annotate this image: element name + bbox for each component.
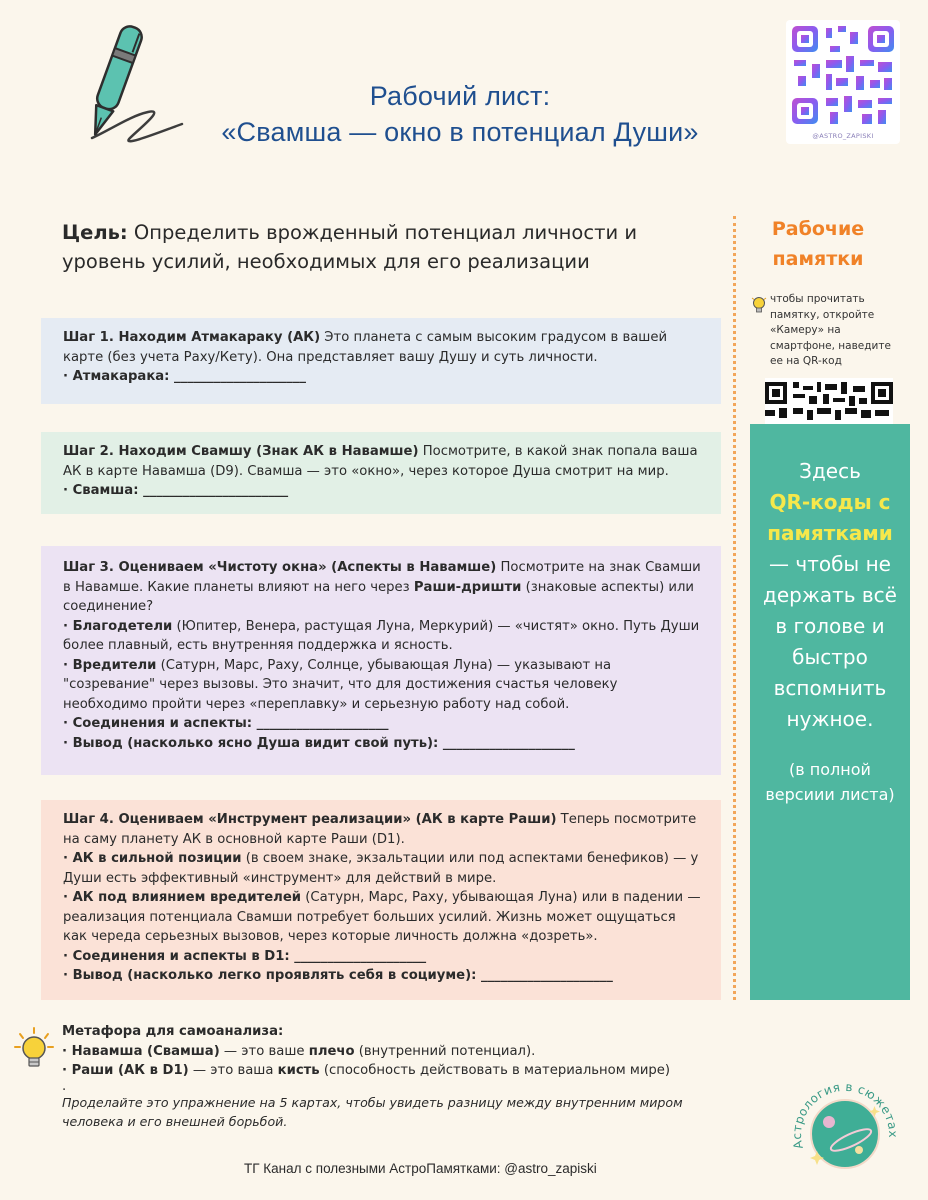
step-3-malefics-text: (Сатурн, Марс, Раху, Солнце, убывающая Луна) — указывают на "созревание" через вызовы. Это значит, что для достижения счастья человеку необходимо пройти через «переплавку» и серьезную работу над собой. — [63, 657, 618, 712]
step-2-title: Шаг 2. Находим Свамшу (Знак АК в Навамше) — [63, 444, 419, 459]
qr-handle-label: @ASTRO_ZAPISKI — [812, 132, 874, 140]
promo-line-1: Здесь — [799, 459, 861, 483]
astrology-logo — [785, 1070, 905, 1190]
step-4-field-1[interactable]: · Соединения и аспекты в D1: ____________________ — [63, 948, 427, 964]
step-3-title: Шаг 3. Оцениваем «Чистоту окна» (Аспекты в Навамше) — [63, 560, 497, 575]
metaphor-line-1-b: — это ваше — [219, 1043, 309, 1059]
step-1-field[interactable]: · Атмакарака: ____________________ — [63, 369, 306, 384]
metaphor-line-2-b: — это ваша — [188, 1063, 278, 1078]
step-3-card — [41, 546, 721, 775]
promo-highlight-2: памятками — [767, 521, 893, 545]
sidebar-divider — [733, 216, 736, 1000]
step-4-text: Теперь посмотрите на саму планету АК в основной карте Раши (D1). — [63, 812, 697, 847]
step-4-title: Шаг 4. Оцениваем «Инструмент реализации» (АК в карте Раши) — [63, 812, 557, 827]
qr-code-icon — [765, 378, 893, 424]
step-2-text: Посмотрите, в какой знак попала ваша АК в карте Навамша (D9). Свамша — это «окно», через которое Душа смотрит на мир. — [63, 444, 698, 479]
step-3-benefics-label: · Благодетели — [63, 618, 173, 634]
footer-channel-link[interactable]: ТГ Канал с полезными АстроПамятками: @astro_zapiski — [244, 1161, 597, 1176]
promo-text — [750, 456, 910, 735]
step-3-text-1: Посмотрите на знак Свамши в Навамше. Какие планеты влияют на него через — [63, 560, 701, 595]
lightbulb-icon — [14, 1026, 54, 1076]
title-line-1: Рабочий лист: — [369, 81, 551, 111]
pen-icon — [70, 20, 210, 150]
qr-code-side[interactable] — [765, 378, 893, 424]
promo-note: (в полной версиии листа) — [765, 760, 895, 804]
step-3-field-2[interactable]: · Вывод (насколько ясно Душа видит свой путь): ____________________ — [63, 735, 575, 751]
metaphor-title: Метафора для самоанализа: — [62, 1024, 284, 1039]
metaphor-line-2-a: · Раши (АК в D1) — [62, 1063, 189, 1078]
logo-text: Астрология в сюжетах — [789, 1079, 901, 1151]
step-1-card — [41, 318, 721, 404]
step-1-text: Это планета с самым высоким градусом в вашей карте (без учета Раху/Кету). Она представляет вашу Душу и суть личности. — [63, 330, 668, 365]
qr-promo-panel — [750, 424, 910, 1000]
step-4-malefic-label: · АК под влиянием вредителей — [63, 890, 302, 905]
step-4-strong-text: (в своем знаке, экзальтации или под аспектами бенефиков) — у Души есть эффективный «инструмент» для действий в мире. — [63, 851, 699, 886]
promo-line-2: — чтобы не держать всё в голове и быстро вспомнить нужное. — [763, 552, 897, 731]
step-3-malefics-label: · Вредители — [63, 657, 157, 673]
lightbulb-icon — [751, 296, 767, 316]
metaphor-line-2-c: кисть — [277, 1063, 320, 1078]
metaphor-note: Проделайте это упражнение на 5 картах, чтобы увидеть разницу между внутренним миром человека и его внешней борьбой. — [62, 1094, 683, 1129]
metaphor-block — [62, 1022, 702, 1132]
goal-body: Определить врожденный потенциал личности и уровень усилий, необходимых для его реализации — [62, 221, 637, 273]
metaphor-dot: . — [62, 1078, 67, 1094]
goal-text — [62, 218, 692, 276]
sidebar-title: Рабочие памятки — [771, 218, 865, 270]
step-4-strong-label: · АК в сильной позиции — [63, 851, 242, 866]
step-2-card — [41, 432, 721, 514]
qr-code-top[interactable] — [786, 20, 900, 144]
step-2-field[interactable]: · Свамша: ______________________ — [63, 483, 289, 498]
qr-code-icon — [786, 20, 900, 130]
step-1-title: Шаг 1. Находим Атмакараку (АК) — [63, 330, 321, 345]
step-3-benefics-text: (Юпитер, Венера, растущая Луна, Меркурий) — «чистят» окно. Путь Души более плавный, есть внутренняя поддержка и ясность. — [63, 618, 700, 653]
step-3-text-2: (знаковые аспекты) или соединение? — [63, 579, 695, 614]
step-4-card — [41, 800, 721, 1000]
page-title — [190, 78, 730, 150]
title-line-2: «Свамша — окно в потенциал Души» — [221, 117, 699, 147]
sidebar-note: чтобы прочитать памятку, откройте «Камеру» на смартфоне, наведите ее на QR-код — [770, 293, 891, 367]
metaphor-line-1-a: · Навамша (Свамша) — [62, 1043, 220, 1059]
metaphor-line-1-d: (внутренний потенциал). — [354, 1043, 536, 1059]
promo-highlight-1: QR-коды с — [769, 490, 891, 514]
step-3-field-1[interactable]: · Соединения и аспекты: ____________________ — [63, 716, 389, 731]
metaphor-line-2-d: (способность действовать в материальном мире) — [319, 1063, 671, 1078]
step-3-bold-1: Раши-дришти — [413, 579, 522, 595]
goal-label: Цель: — [62, 221, 128, 244]
step-4-malefic-text: (Сатурн, Марс, Раху, убывающая Луна) или в падении — реализация потенциала Свамши потребует больших усилий. Жизнь может ощущаться как череда серьезных вызовов, через которые личность должна «дозреть». — [63, 890, 701, 944]
metaphor-line-1-c: плечо — [308, 1043, 355, 1059]
step-4-field-2[interactable]: · Вывод (насколько легко проявлять себя в социуме): ____________________ — [63, 968, 613, 983]
